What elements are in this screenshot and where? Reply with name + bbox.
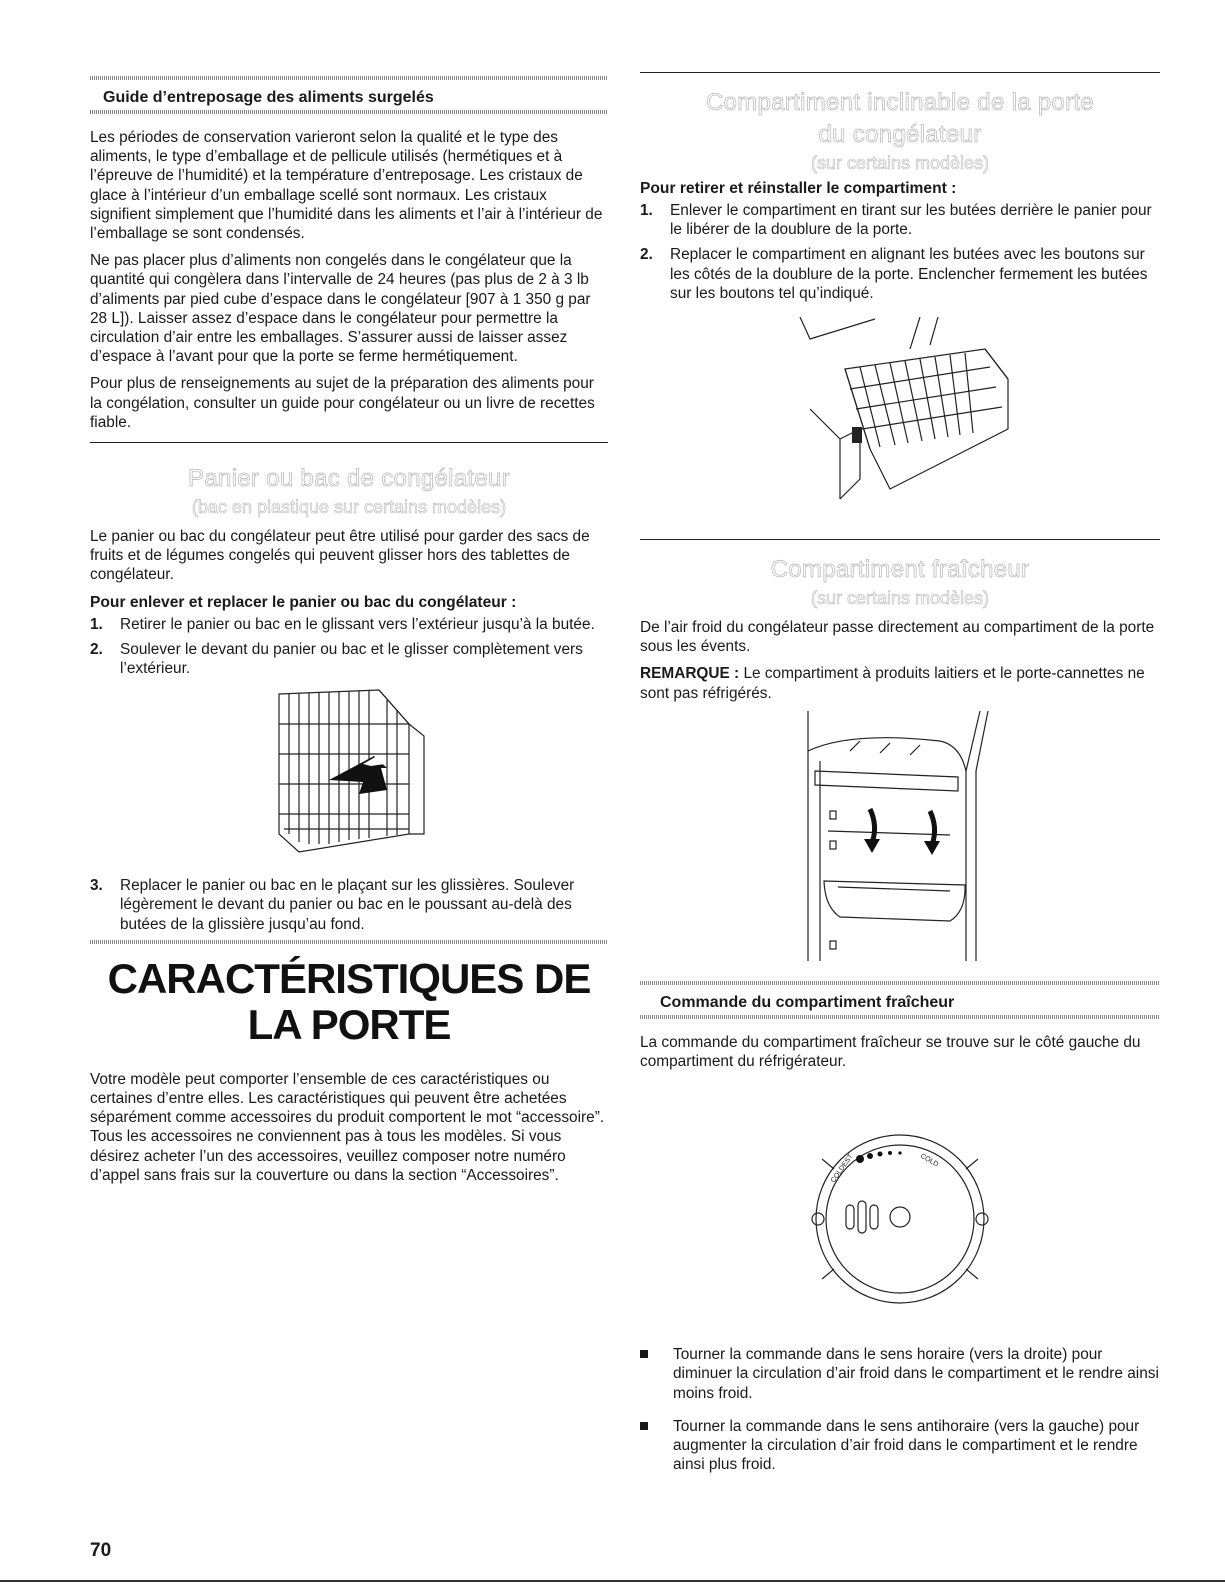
freeze-guide-paragraph: Ne pas placer plus d’aliments non congelés dans le congélateur que la quantité qui congèlera dans l’intervalle de 24 heures (pas plus de 2 à 3 lb d’aliments par pied cube d’espace dans le congélateur [907 à 1 350 g par 28 L]). Laisser assez d’espace dans le congélateur pour permettre la circulation d’air entre les emballages. S’assurer aussi de laisser assez d’espace à l’avant pour que la porte se ferme hermétiquement. — [90, 252, 591, 366]
tilt-bin-illustration-svg — [780, 309, 1020, 509]
step-number: 2. — [640, 246, 653, 264]
square-bullet-icon — [640, 1350, 648, 1358]
chiller-illustration — [640, 711, 1160, 975]
control-paragraph: La commande du compartiment fraîcheur se trouve sur le côté gauche du compartiment du réfrigérateur. — [640, 1033, 1141, 1071]
square-bullet-icon — [640, 1422, 648, 1430]
tilt-title-line2: du congélateur — [818, 121, 982, 148]
step-text: Replacer le compartiment en alignant les butées avec les boutons sur les côtés de la doublure de la porte. Enclencher fermement les butées sur les boutons tel qu’indiqué. — [670, 246, 1148, 302]
chiller-title: Compartiment fraîcheur — [770, 556, 1030, 584]
chiller-note — [640, 664, 1160, 702]
step-text: Retirer le panier ou bac en le glissant vers l’extérieur jusqu’à la butée. — [120, 615, 595, 633]
control-bullets — [640, 1345, 1160, 1474]
basket-subheading: Pour enlever et replacer le panier ou bac du congélateur : — [90, 593, 517, 611]
step-text: Soulever le devant du panier ou bac et le glisser complètement vers l’extérieur. — [120, 640, 583, 678]
note-label: REMARQUE : — [640, 665, 740, 683]
step-number: 1. — [640, 202, 653, 219]
freeze-guide-heading: Guide d’entreposage des aliments surgelés — [103, 89, 434, 106]
step-item — [640, 245, 1160, 303]
dial-label-coldest: COLDEST — [829, 1153, 855, 1185]
basket-illustration — [90, 684, 608, 872]
step-item — [640, 201, 1160, 239]
section-divider — [640, 539, 1160, 540]
basket-steps — [90, 615, 608, 679]
chiller-dial-svg — [800, 1079, 1000, 1329]
tilt-bin-illustration — [640, 309, 1160, 509]
step-number: 2. — [90, 640, 103, 658]
freeze-guide-paragraph: Pour plus de renseignements au sujet de la préparation des aliments pour la congélation, consulter un guide pour congélateur ou un livre de recettes fiable. — [90, 375, 595, 431]
hatch-rule — [90, 940, 608, 944]
hatch-rule — [90, 110, 608, 114]
step-text: Enlever le compartiment en tirant sur les butées derrière le panier pour le libérer de la doublure de la porte. — [670, 202, 1152, 239]
step-item — [90, 640, 608, 678]
tilt-title-line1: Compartiment inclinable de la porte — [705, 89, 1095, 116]
tilt-subheading: Pour retirer et réinstaller le compartiment : — [640, 180, 957, 197]
hatch-rule — [640, 1015, 1160, 1019]
door-features-paragraph: Votre modèle peut comporter l’ensemble de ces caractéristiques ou certaines d’entre elles. Les caractéristiques qui peuvent être achetées séparément comme accessoires du produit comportent le mot “accessoire”. Tous les accessoires ne conviennent pas à tous les modèles. Si vous désirez acheter l’un des accessoires, veuillez composer notre numéro d’appel sans frais sur la couverture ou dans la section “Accessoires”. — [90, 1070, 605, 1184]
bullet-item — [640, 1345, 1160, 1403]
right-column — [640, 0, 1160, 1488]
page-number: 70 — [90, 1540, 112, 1561]
section-divider — [90, 442, 608, 443]
wire-basket-illustration — [259, 684, 439, 864]
door-features-title-line1: CARACTÉRISTIQUES DE — [107, 954, 591, 1002]
control-heading: Commande du compartiment fraîcheur — [660, 993, 955, 1011]
basket-title: Panier ou bac de congélateur — [188, 465, 510, 493]
basket-step3 — [90, 876, 608, 934]
left-column — [90, 0, 608, 1193]
dial-indicator — [890, 1207, 910, 1227]
page-bottom-rule — [0, 1580, 1225, 1582]
hatch-rule — [90, 76, 608, 80]
section-divider — [640, 72, 1160, 73]
step-text: Replacer le panier ou bac en le plaçant sur les glissières. Soulever légèrement le devant du panier ou bac en le poussant au-delà des butées de la glissière jusqu’au fond. — [120, 877, 575, 933]
hatch-rule — [640, 981, 1160, 985]
tilt-steps — [640, 201, 1160, 303]
step-item — [90, 876, 608, 934]
bullet-item — [640, 1417, 1160, 1475]
step-number: 1. — [90, 615, 103, 633]
basket-intro: Le panier ou bac du congélateur peut être utilisé pour garder des sacs de fruits et de légumes congelés qui peuvent glisser hors des tablettes de congélateur. — [90, 528, 590, 584]
freeze-guide-paragraph: Les périodes de conservation varieront selon la qualité et le type des aliments, le type d’emballage et de pellicule utilisés (hermétiques et à l’épreuve de l’humidité) et la température d’entreposage. Les cristaux de glace à l’intérieur d’un emballage scellé sont normaux. Les cristaux signifient simplement que l’humidité dans les aliments et l’air à l’intérieur de l’emballage se sont condensés. — [90, 129, 603, 243]
step-item — [90, 615, 608, 634]
chiller-subtitle: (sur certains modèles) — [810, 588, 990, 609]
control-dial-illustration — [640, 1079, 1160, 1329]
chiller-door-illustration-svg — [790, 711, 1010, 971]
step-number: 3. — [90, 877, 103, 895]
bullet-text: Tourner la commande dans le sens horaire (vers la droite) pour diminuer la circulation d’air froid dans le compartiment et le rendre ainsi moins froid. — [673, 1346, 1159, 1402]
basket-subtitle: (bac en plastique sur certains modèles) — [191, 497, 507, 518]
chiller-paragraph: De l’air froid du congélateur passe directement au compartiment de la porte sous les évents. — [640, 619, 1155, 656]
door-features-title-line2: LA PORTE — [247, 1000, 451, 1048]
note-text: Le compartiment à produits laitiers et le porte-cannettes ne sont pas réfrigérés. — [640, 665, 1145, 702]
bullet-text: Tourner la commande dans le sens antihoraire (vers la gauche) pour augmenter la circulation d’air froid dans le compartiment et le rendre ainsi plus froid. — [673, 1417, 1140, 1474]
dial-label-cold: COLD — [919, 1152, 940, 1169]
tilt-subtitle: (sur certains modèles) — [810, 153, 990, 173]
